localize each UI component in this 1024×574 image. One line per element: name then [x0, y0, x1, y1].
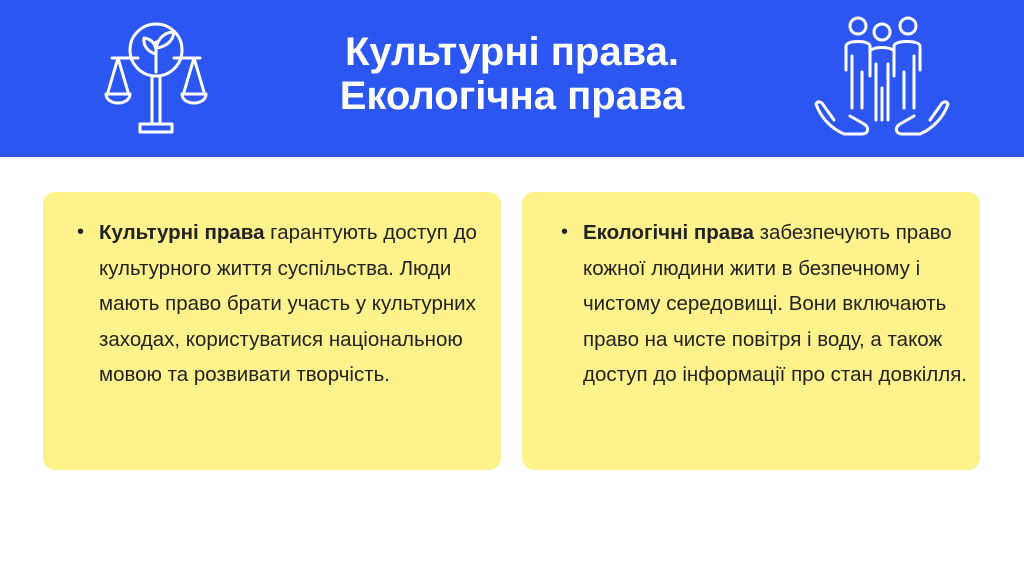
ecological-rights-description: забезпечують право кожної людини жити в безпечному і чистому середовищі. Вони включають право на чисте повітря і воду, а також доступ до інформації про стан довкілля. [583, 221, 967, 386]
title-line-1: Культурні права. [344, 30, 679, 74]
title-line-2: Екологічна права [339, 74, 685, 118]
cultural-rights-card [43, 192, 501, 470]
people-in-hands-icon [806, 12, 958, 152]
ecological-rights-card [522, 192, 980, 470]
header-banner [0, 0, 1024, 157]
page-title [300, 30, 724, 118]
ecological-rights-text [561, 215, 973, 393]
justice-scale-plant-icon [100, 12, 212, 142]
ecological-rights-term: Екологічні права [583, 221, 754, 244]
cultural-rights-term: Культурні права [99, 221, 265, 244]
bullet: • [77, 221, 85, 243]
cultural-rights-text [77, 215, 489, 393]
bullet: • [561, 221, 569, 243]
cultural-rights-description: гарантують доступ до культурного життя суспільства. Люди мають право брати участь у культурних заходах, користуватися національною мовою та розвивати творчість. [99, 221, 477, 386]
